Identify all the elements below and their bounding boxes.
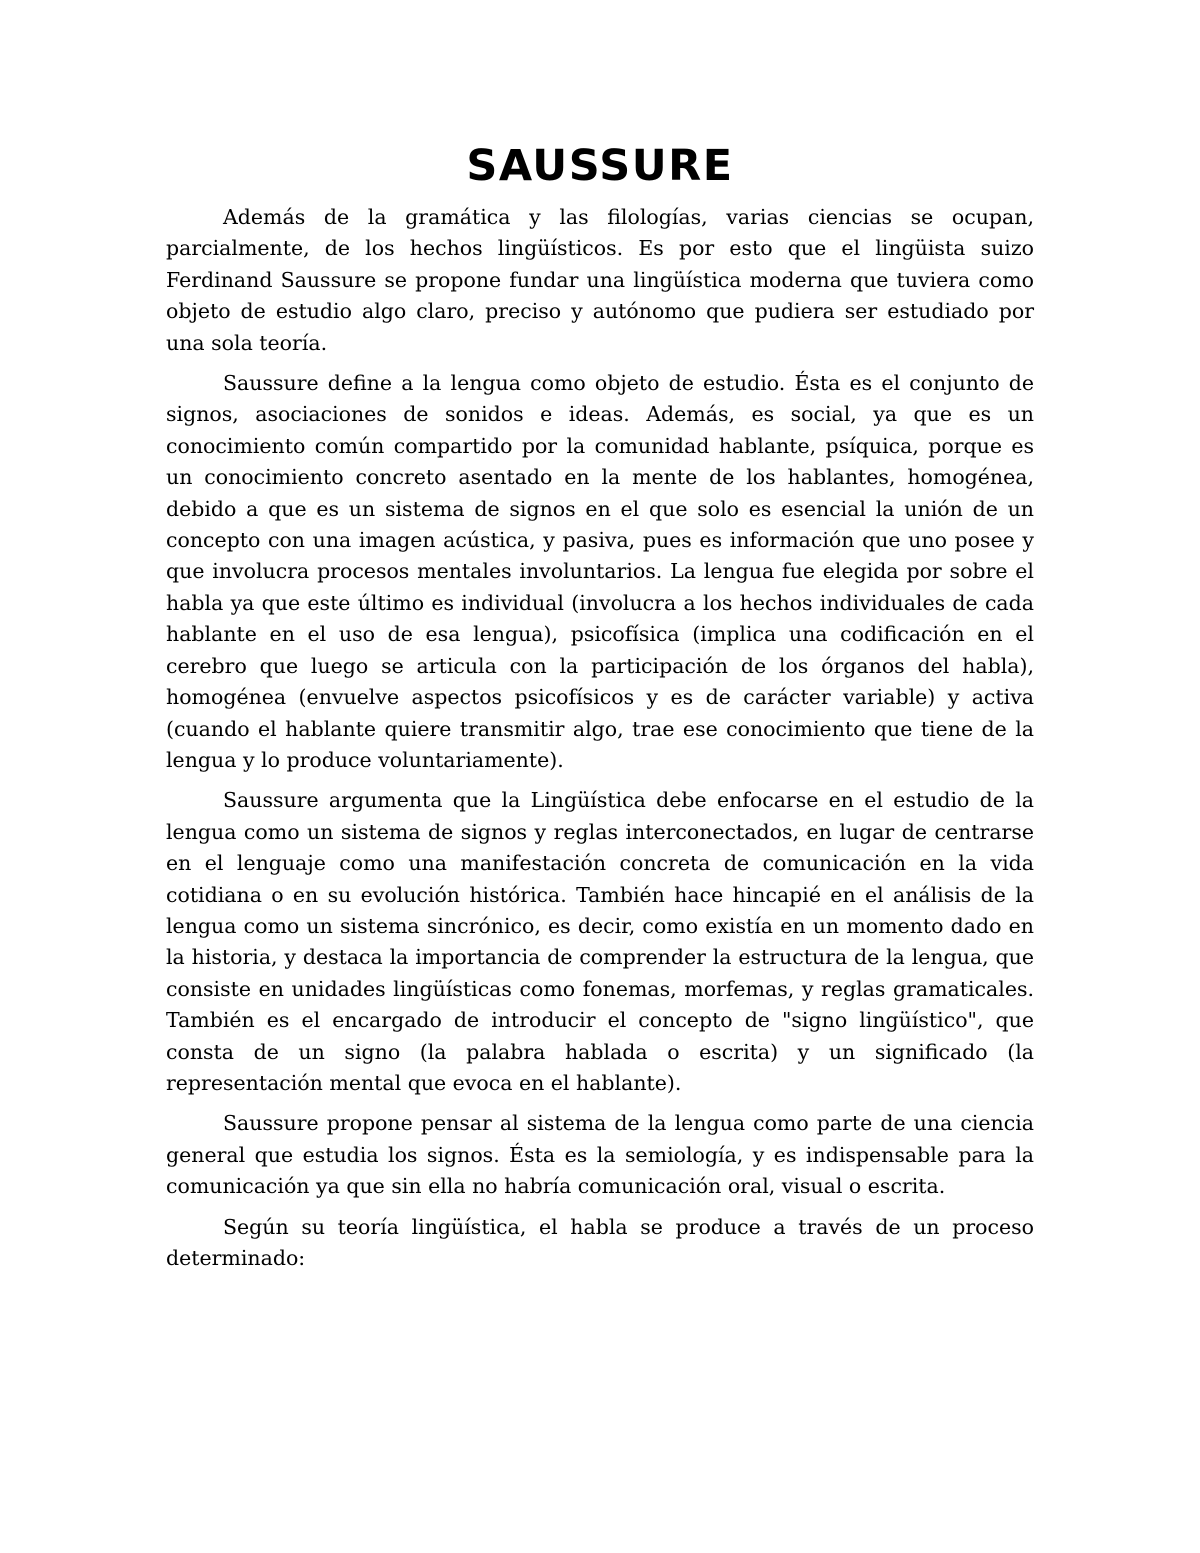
paragraph-3: Saussure argumenta que la Lingüística debe enfocarse en el estudio de la lengua como un sistema de signos y reglas interconectados, en lugar de centrarse en el lenguaje como una manifestación concreta de comunicación en la vida cotidiana o en su evolución histórica. También hace hincapié en el análisis de la lengua como un sistema sincrónico, es decir, como existía en un momento dado en la historia, y destaca la importancia de comprender la estructura de la lengua, que consiste en unidades lingüísticas como fonemas, morfemas, y reglas gramaticales. También es el encargado de introducir el concepto de "signo lingüístico", que consta de un signo (la palabra hablada o escrita) y un significado (la representación mental que evoca en el hablante). [166, 788, 1034, 1095]
document-body [166, 138, 1034, 1283]
document-title: SAUSSURE [466, 141, 734, 191]
paragraph-2: Saussure define a la lengua como objeto de estudio. Ésta es el conjunto de signos, asociaciones de sonidos e ideas. Además, es social, ya que es un conocimiento común compartido por la comunidad hablante, psíquica, porque es un conocimiento concreto asentado en la mente de los hablantes, homogénea, debido a que es un sistema de signos en el que solo es esencial la unión de un concepto con una imagen acústica, y pasiva, pues es información que uno posee y que involucra procesos mentales involuntarios. La lengua fue elegida por sobre el habla ya que este último es individual (involucra a los hechos individuales de cada hablante en el uso de esa lengua), psicofísica (implica una codificación en el cerebro que luego se articula con la participación de los órganos del habla), homogénea (envuelve aspectos psicofísicos y es de carácter variable) y activa (cuando el hablante quiere transmitir algo, trae ese conocimiento que tiene de la lengua y lo produce voluntariamente). [166, 371, 1034, 772]
paragraph-5: Según su teoría lingüística, el habla se produce a través de un proceso determinado: [166, 1214, 1034, 1270]
paragraph-1: Además de la gramática y las filologías, varias ciencias se ocupan, parcialmente, de los hechos lingüísticos. Es por esto que el lingüista suizo Ferdinand Saussure se propone fundar una lingüística moderna que tuviera como objeto de estudio algo claro, preciso y autónomo que pudiera ser estudiado por una sola teoría. [166, 205, 1034, 355]
paragraph-4: Saussure propone pensar al sistema de la lengua como parte de una ciencia general que estudia los signos. Ésta es la semiología, y es indispensable para la comunicación ya que sin ella no habría comunicación oral, visual o escrita. [166, 1111, 1034, 1199]
